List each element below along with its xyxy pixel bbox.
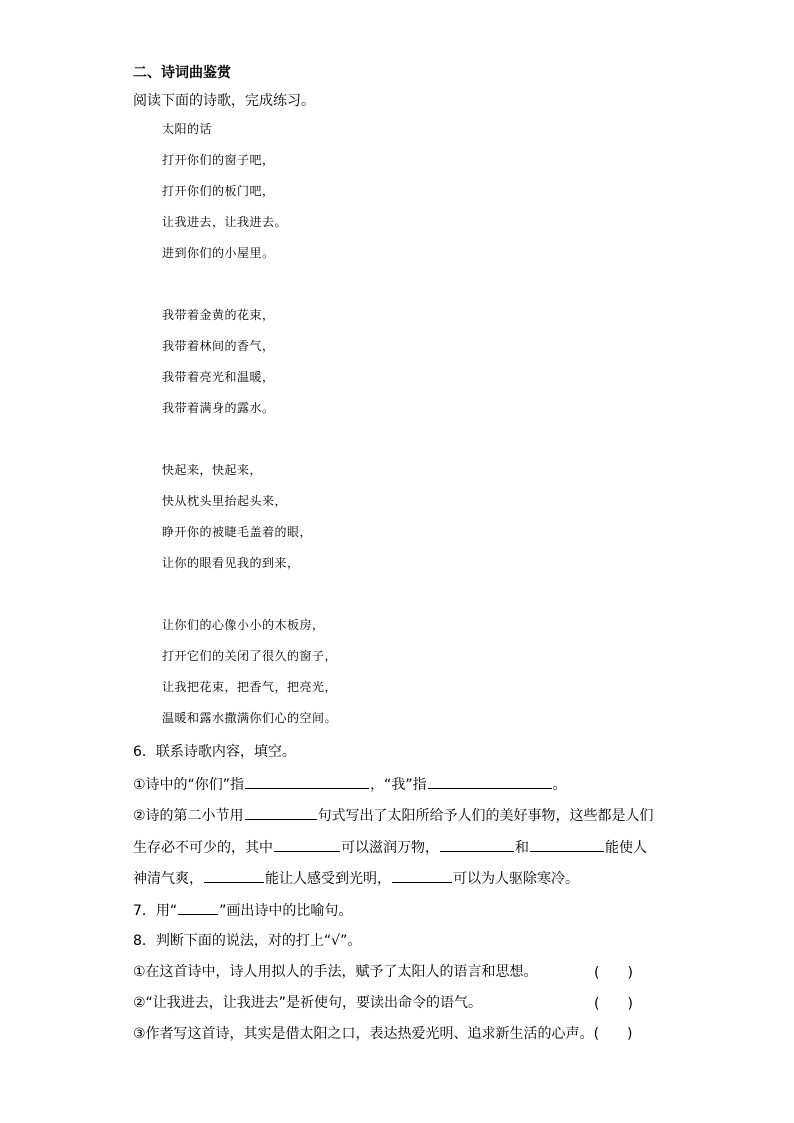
question-6-line-2 [133,805,654,826]
question-8-item-1: ①在这首诗中，诗人用拟人的手法，赋予了太阳人的语言和思想。 [133,964,538,980]
question-7 [133,900,352,921]
question-8-item-3 [133,1024,633,1044]
poem-line: 我带着亮光和温暖， [162,370,275,384]
q6-text: 能让人感受到光明， [265,871,391,887]
question-8-item-2: ②“让我进去，让我进去”是祈使句，要读出命令的语气。 [133,995,483,1011]
question-8-heading: 8．判断下面的说法，对的打上“√”。 [133,933,362,949]
poem-line: 温暖和露水撒满你们心的空间。 [162,711,338,725]
q7-text: 7．用“ [133,903,178,919]
answer-paren[interactable]: ( ) [594,996,633,1012]
answer-blank[interactable] [440,837,514,852]
poem-line: 打开它们的关闭了很久的窗子， [162,649,338,663]
poem-line: 让你的眼看见我的到来， [162,556,300,570]
question-6-line-1 [133,774,567,795]
stanza-gap [162,583,337,614]
question-6-heading: 6．联系诗歌内容，填空。 [133,744,296,760]
question-6-line-4 [133,868,579,889]
poem-line: 让我进去，让我进去。 [162,215,288,229]
question-6-line-3 [133,837,647,858]
poem-line: 打开你们的板门吧， [162,184,275,198]
poem-line: 快从枕头里抬起头来， [162,494,288,508]
poem-line: 让你们的心像小小的木板房， [162,618,325,632]
poem-line: 打开你们的窗子吧， [162,153,275,167]
answer-blank[interactable] [204,868,264,883]
answer-blank[interactable] [245,774,369,789]
poem-title: 太阳的话 [162,122,213,136]
poem-line: 我带着满身的露水。 [162,401,275,415]
poem-line: 进到你们的小屋里。 [162,246,275,260]
q6-text: 可以滋润万物， [341,840,439,856]
poem-line: 我带着林间的香气， [162,339,275,353]
poem-line: 我带着金黄的花束， [162,308,275,322]
q6-text: 。 [552,777,567,793]
poem [162,118,337,738]
answer-blank[interactable] [274,837,340,852]
q6-text: 和 [515,840,529,856]
q6-text: 能使人 [605,840,647,856]
q6-text: 可以为人驱除寒冷。 [453,871,579,887]
q6-text: 生存必不可少的，其中 [133,840,273,856]
poem-line: 睁开你的被睫毛盖着的眼， [162,525,313,539]
underline-sample [178,900,218,915]
q6-text: 句式写出了太阳所给予人们的美好事物，这些都是人们 [317,808,654,824]
q6-text: ①诗中的“你们”指 [133,777,245,793]
section-title: 二、诗词曲鉴赏 [133,65,231,81]
answer-blank[interactable] [245,805,317,820]
stanza-gap [162,273,337,304]
answer-blank[interactable] [428,774,552,789]
stanza-gap [162,428,337,459]
q8-item-3-text: ③作者写这首诗，其实是借太阳之口，表达热爱光明、追求新生活的心声。 [133,1026,594,1042]
answer-paren[interactable]: ( ) [594,965,633,981]
q6-text: ，“我”指 [370,777,427,793]
answer-blank[interactable] [530,837,604,852]
q7-text: ”画出诗中的比喻句。 [219,903,353,919]
instructions: 阅读下面的诗歌，完成练习。 [133,93,315,109]
q6-text: 神清气爽， [133,871,203,887]
answer-paren[interactable]: ( ) [593,1026,633,1042]
poem-line: 让我把花束，把香气，把亮光， [162,680,338,694]
q6-text: ②诗的第二小节用 [133,808,244,824]
answer-blank[interactable] [392,868,452,883]
poem-line: 快起来，快起来， [162,463,263,477]
